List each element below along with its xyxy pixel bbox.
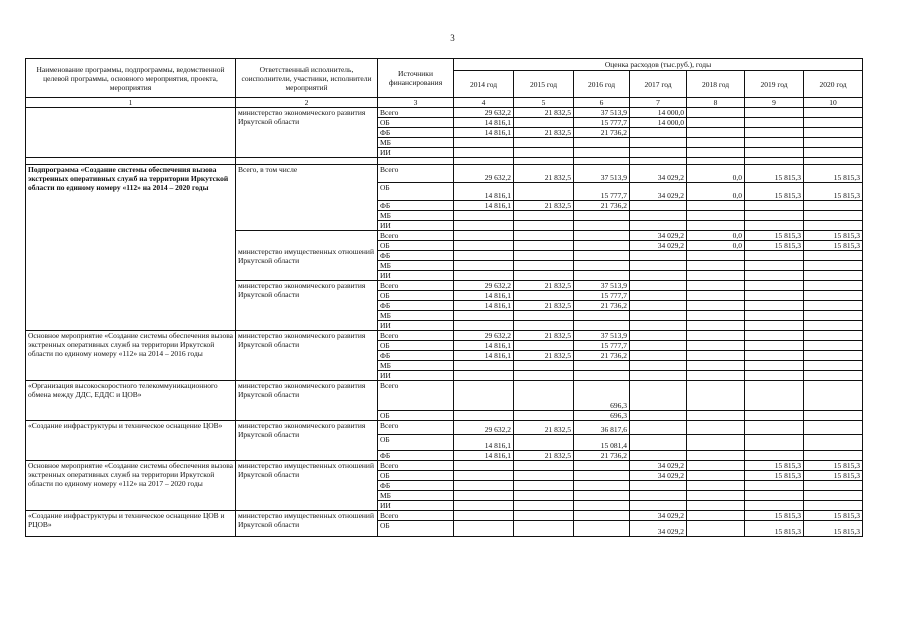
activity-title: «Организация высокоскоростного телекоммуникационного обмена между ДДС, ЕДДС и ЦОВ» bbox=[26, 381, 236, 421]
source-cell: Всего bbox=[378, 421, 454, 435]
value-cell: 29 632,2 bbox=[454, 421, 514, 435]
source-cell: ФБ bbox=[378, 351, 454, 361]
executor-cell: министерство имущественных отношений Иркутской области bbox=[236, 231, 378, 281]
expenditure-table bbox=[25, 58, 863, 537]
source-cell: Всего bbox=[378, 461, 454, 471]
source-cell: ФБ bbox=[378, 301, 454, 311]
source-cell: ИИ bbox=[378, 501, 454, 511]
header-sources: Источники финансирования bbox=[378, 59, 454, 98]
col-number: 2 bbox=[236, 98, 378, 108]
value-cell: 14 816,1 bbox=[454, 435, 514, 451]
source-cell: ОБ bbox=[378, 411, 454, 421]
source-cell: ОБ bbox=[378, 521, 454, 537]
value-cell: 34 029,2 bbox=[630, 183, 687, 201]
source-cell: ИИ bbox=[378, 271, 454, 281]
value-cell: 14 000,0 bbox=[630, 108, 687, 118]
page-number: 3 bbox=[450, 33, 455, 43]
value-cell: 34 029,2 bbox=[630, 231, 687, 241]
value-cell: 21 736,2 bbox=[574, 451, 630, 461]
value-cell bbox=[687, 108, 745, 118]
value-cell: 21 832,5 bbox=[514, 201, 574, 211]
executor-cell: министерство экономического развития Иркутской области bbox=[236, 108, 378, 158]
value-cell: 14 816,1 bbox=[454, 451, 514, 461]
value-cell bbox=[804, 108, 863, 118]
source-cell: Всего bbox=[378, 511, 454, 521]
value-cell: 15 815,3 bbox=[804, 511, 863, 521]
value-cell: 696,3 bbox=[574, 381, 630, 411]
source-cell: ФБ bbox=[378, 251, 454, 261]
col-number: 3 bbox=[378, 98, 454, 108]
value-cell: 37 513,9 bbox=[574, 281, 630, 291]
value-cell: 0,0 bbox=[687, 241, 745, 251]
source-cell: ОБ bbox=[378, 291, 454, 301]
value-cell: 15 081,4 bbox=[574, 435, 630, 451]
value-cell: 21 832,5 bbox=[514, 165, 574, 183]
value-cell: 21 832,5 bbox=[514, 281, 574, 291]
value-cell: 15 815,3 bbox=[804, 231, 863, 241]
source-cell: ИИ bbox=[378, 321, 454, 331]
col-number: 7 bbox=[630, 98, 687, 108]
source-cell: МБ bbox=[378, 211, 454, 221]
source-cell: Всего bbox=[378, 281, 454, 291]
value-cell: 34 029,2 bbox=[630, 241, 687, 251]
header-year: 2015 год bbox=[514, 71, 574, 98]
value-cell: 14 816,1 bbox=[454, 118, 514, 128]
source-cell: ОБ bbox=[378, 183, 454, 201]
source-cell: МБ bbox=[378, 261, 454, 271]
value-cell: 14 816,1 bbox=[454, 128, 514, 138]
col-number: 8 bbox=[687, 98, 745, 108]
source-cell: Всего bbox=[378, 231, 454, 241]
executor-cell: министерство экономического развития Иркутской области bbox=[236, 331, 378, 381]
source-cell: ОБ bbox=[378, 435, 454, 451]
source-cell: Всего bbox=[378, 331, 454, 341]
value-cell: 15 815,3 bbox=[745, 511, 804, 521]
value-cell: 37 513,9 bbox=[574, 108, 630, 118]
value-cell: 21 832,5 bbox=[514, 421, 574, 435]
value-cell: 34 029,2 bbox=[630, 521, 687, 537]
value-cell: 14 000,0 bbox=[630, 118, 687, 128]
header-year: 2019 год bbox=[745, 71, 804, 98]
value-cell: 36 817,6 bbox=[574, 421, 630, 435]
value-cell: 29 632,2 bbox=[454, 165, 514, 183]
value-cell: 0,0 bbox=[687, 231, 745, 241]
value-cell: 21 832,5 bbox=[514, 351, 574, 361]
source-cell: МБ bbox=[378, 491, 454, 501]
value-cell: 14 816,1 bbox=[454, 341, 514, 351]
value-cell bbox=[687, 118, 745, 128]
executor-cell: министерство имущественных отношений Иркутской области bbox=[236, 461, 378, 511]
executor-cell: министерство имущественных отношений Иркутской области bbox=[236, 511, 378, 537]
source-cell: ФБ bbox=[378, 481, 454, 491]
source-cell: МБ bbox=[378, 311, 454, 321]
value-cell: 14 816,1 bbox=[454, 291, 514, 301]
source-cell: Всего bbox=[378, 381, 454, 411]
value-cell: 15 815,3 bbox=[745, 241, 804, 251]
value-cell: 21 832,5 bbox=[514, 108, 574, 118]
header-year: 2016 год bbox=[574, 71, 630, 98]
value-cell bbox=[745, 108, 804, 118]
value-cell bbox=[514, 118, 574, 128]
value-cell: 14 816,1 bbox=[454, 183, 514, 201]
value-cell: 21 832,5 bbox=[514, 451, 574, 461]
executor-cell: министерство экономического развития Иркутской области bbox=[236, 381, 378, 421]
main-activity-title: Основное мероприятие «Создание системы обеспечения вызова экстренных оперативных служб на территории Иркутской области по единому номеру «112» на 2017 – 2020 годы bbox=[26, 461, 236, 511]
value-cell: 37 513,9 bbox=[574, 165, 630, 183]
value-cell: 15 815,3 bbox=[745, 231, 804, 241]
value-cell: 37 513,9 bbox=[574, 331, 630, 341]
value-cell: 21 832,5 bbox=[514, 301, 574, 311]
header-year: 2017 год bbox=[630, 71, 687, 98]
header-year: 2014 год bbox=[454, 71, 514, 98]
executor-cell: Всего, в том числе bbox=[236, 165, 378, 231]
value-cell: 15 777,7 bbox=[574, 118, 630, 128]
header-year: 2020 год bbox=[804, 71, 863, 98]
main-activity-title: Основное мероприятие «Создание системы обеспечения вызова экстренных оперативных служб на территории Иркутской области по единому номеру «112» на 2014 – 2016 годы bbox=[26, 331, 236, 381]
source-cell: ФБ bbox=[378, 128, 454, 138]
source-cell: ОБ bbox=[378, 341, 454, 351]
value-cell: 21 736,2 bbox=[574, 301, 630, 311]
activity-title: «Создание инфраструктуры и техническое оснащение ЦОВ и РЦОВ» bbox=[26, 511, 236, 537]
value-cell bbox=[687, 128, 745, 138]
col-number: 5 bbox=[514, 98, 574, 108]
source-cell: ИИ bbox=[378, 221, 454, 231]
source-cell: МБ bbox=[378, 138, 454, 148]
source-cell: ИИ bbox=[378, 148, 454, 158]
col-number: 9 bbox=[745, 98, 804, 108]
value-cell: 21 736,2 bbox=[574, 128, 630, 138]
value-cell: 29 632,2 bbox=[454, 108, 514, 118]
value-cell: 15 815,3 bbox=[804, 165, 863, 183]
source-cell: ФБ bbox=[378, 201, 454, 211]
source-cell: ИИ bbox=[378, 371, 454, 381]
value-cell: 14 816,1 bbox=[454, 301, 514, 311]
source-cell: ОБ bbox=[378, 471, 454, 481]
value-cell: 15 815,3 bbox=[745, 461, 804, 471]
value-cell: 15 815,3 bbox=[745, 165, 804, 183]
subprogram-title: Подпрограмма «Создание системы обеспечения вызова экстренных оперативных служб на территории Иркутской области по единому номеру «112» на 2014 – 2020 годы bbox=[26, 165, 236, 331]
source-cell: Всего bbox=[378, 165, 454, 183]
value-cell: 15 777,7 bbox=[574, 183, 630, 201]
source-cell: Всего bbox=[378, 108, 454, 118]
value-cell bbox=[804, 128, 863, 138]
value-cell: 34 029,2 bbox=[630, 511, 687, 521]
value-cell bbox=[804, 118, 863, 128]
value-cell: 15 815,3 bbox=[745, 521, 804, 537]
name-cell-empty bbox=[26, 108, 236, 158]
value-cell bbox=[630, 128, 687, 138]
value-cell: 34 029,2 bbox=[630, 165, 687, 183]
value-cell: 15 777,7 bbox=[574, 341, 630, 351]
header-name: Наименование программы, подпрограммы, ведомственной целевой программы, основного мероприятия, проекта, мероприятия bbox=[26, 59, 236, 98]
value-cell: 15 815,3 bbox=[804, 183, 863, 201]
value-cell: 34 029,2 bbox=[630, 471, 687, 481]
header-executor: Ответственный исполнитель, соисполнители, участники, исполнители мероприятий bbox=[236, 59, 378, 98]
value-cell: 0,0 bbox=[687, 165, 745, 183]
value-cell: 0,0 bbox=[687, 183, 745, 201]
source-cell: ОБ bbox=[378, 241, 454, 251]
value-cell: 15 815,3 bbox=[804, 461, 863, 471]
header-estimate: Оценка расходов (тыс.руб.), годы bbox=[454, 59, 863, 71]
value-cell: 696,3 bbox=[574, 411, 630, 421]
activity-title: «Создание инфраструктуры и техническое оснащение ЦОВ» bbox=[26, 421, 236, 461]
value-cell: 21 832,5 bbox=[514, 331, 574, 341]
value-cell: 15 815,3 bbox=[804, 471, 863, 481]
value-cell: 29 632,2 bbox=[454, 331, 514, 341]
col-number: 6 bbox=[574, 98, 630, 108]
value-cell: 21 736,2 bbox=[574, 351, 630, 361]
value-cell: 14 816,1 bbox=[454, 351, 514, 361]
col-number: 10 bbox=[804, 98, 863, 108]
value-cell: 15 815,3 bbox=[745, 183, 804, 201]
value-cell: 21 736,2 bbox=[574, 201, 630, 211]
executor-cell: министерство экономического развития Иркутской области bbox=[236, 421, 378, 461]
value-cell bbox=[745, 128, 804, 138]
value-cell: 15 815,3 bbox=[745, 471, 804, 481]
source-cell: МБ bbox=[378, 361, 454, 371]
value-cell bbox=[745, 118, 804, 128]
value-cell: 34 029,2 bbox=[630, 461, 687, 471]
value-cell: 29 632,2 bbox=[454, 281, 514, 291]
source-cell: ФБ bbox=[378, 451, 454, 461]
value-cell: 15 815,3 bbox=[804, 241, 863, 251]
value-cell: 21 832,5 bbox=[514, 128, 574, 138]
value-cell: 15 815,3 bbox=[804, 521, 863, 537]
value-cell bbox=[514, 183, 574, 201]
col-number: 1 bbox=[26, 98, 236, 108]
source-cell: ОБ bbox=[378, 118, 454, 128]
value-cell: 15 777,7 bbox=[574, 291, 630, 301]
col-number: 4 bbox=[454, 98, 514, 108]
executor-cell: министерство экономического развития Иркутской области bbox=[236, 281, 378, 331]
header-year: 2018 год bbox=[687, 71, 745, 98]
value-cell: 14 816,1 bbox=[454, 201, 514, 211]
